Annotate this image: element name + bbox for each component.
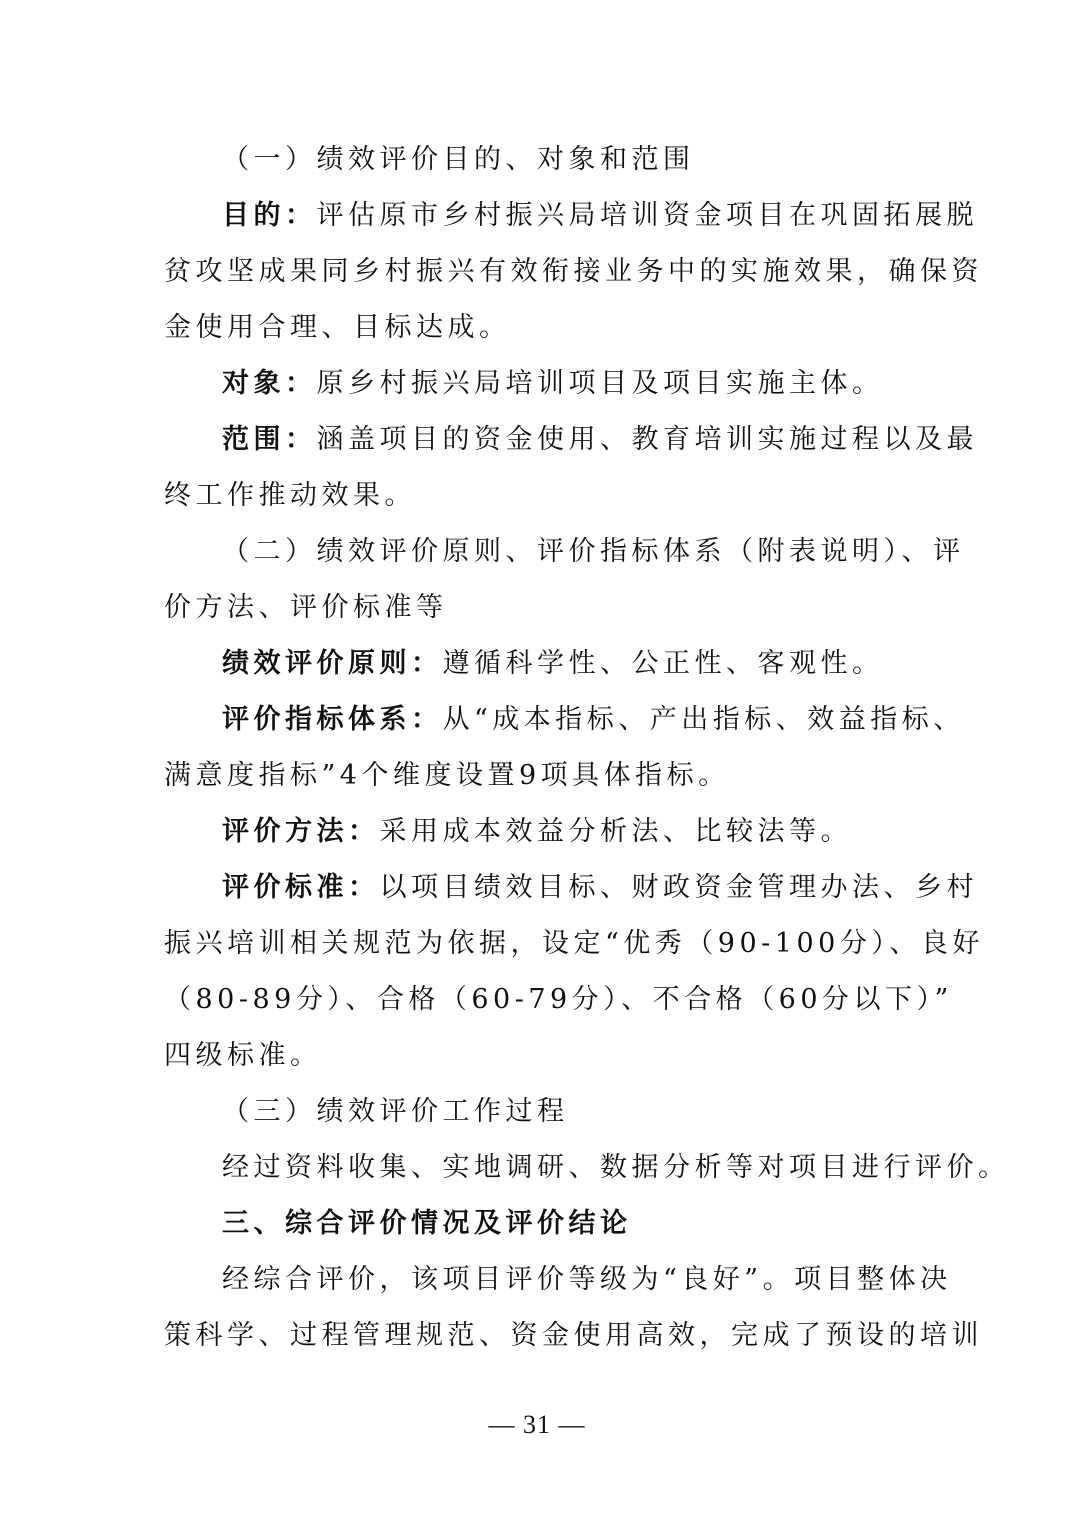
paragraph-object: 对象：原乡村振兴局培训项目及项目实施主体。 [222,368,884,399]
paragraph-line: 四级标准。 [164,1040,322,1071]
paragraph-conclusion: 经综合评价，该项目评价等级为“良好”。项目整体决 [222,1264,952,1295]
subheading-1: （一）绩效评价目的、对象和范围 [222,144,695,175]
paragraph-scope: 范围：涵盖项目的资金使用、教育培训实施过程以及最 [222,424,978,455]
paragraph-process: 经过资料收集、实地调研、数据分析等对项目进行评价。 [222,1152,1010,1183]
paragraph-line: 满意度指标”4个维度设置9项具体指标。 [164,760,730,791]
subheading-2-cont: 价方法、评价标准等 [164,592,448,623]
standard-label: 评价标准： [222,872,380,903]
method-label: 评价方法： [222,816,380,847]
paragraph-line: 终工作推动效果。 [164,480,416,511]
paragraph-line: 金使用合理、目标达成。 [164,312,511,343]
principle-label: 绩效评价原则： [222,648,443,679]
object-label: 对象： [222,368,317,399]
page-number: — 31 — [488,1410,586,1439]
paragraph-line: 振兴培训相关规范为依据，设定“优秀（90-100分）、良好 [164,928,984,959]
paragraph-principle: 绩效评价原则：遵循科学性、公正性、客观性。 [222,648,884,679]
subheading-3: （三）绩效评价工作过程 [222,1096,569,1127]
paragraph-standard: 评价标准：以项目绩效目标、财政资金管理办法、乡村 [222,872,978,903]
paragraph-line: 贫攻坚成果同乡村振兴有效衔接业务中的实施效果，确保资 [164,256,983,287]
paragraph-indicator-system: 评价指标体系：从“成本指标、产出指标、效益指标、 [222,704,965,735]
paragraph-line: （80-89分）、合格（60-79分）、不合格（60分以下）” [164,984,953,1015]
scope-label: 范围： [222,424,317,455]
paragraph-purpose: 目的：评估原市乡村振兴局培训资金项目在巩固拓展脱 [222,200,978,231]
subheading-2: （二）绩效评价原则、评价指标体系（附表说明）、评 [222,536,965,567]
indicator-system-label: 评价指标体系： [222,704,443,735]
section-heading-3: 三、综合评价情况及评价结论 [222,1208,632,1239]
paragraph-line: 策科学、过程管理规范、资金使用高效，完成了预设的培训 [164,1320,983,1351]
paragraph-method: 评价方法：采用成本效益分析法、比较法等。 [222,816,852,847]
purpose-label: 目的： [222,200,317,231]
